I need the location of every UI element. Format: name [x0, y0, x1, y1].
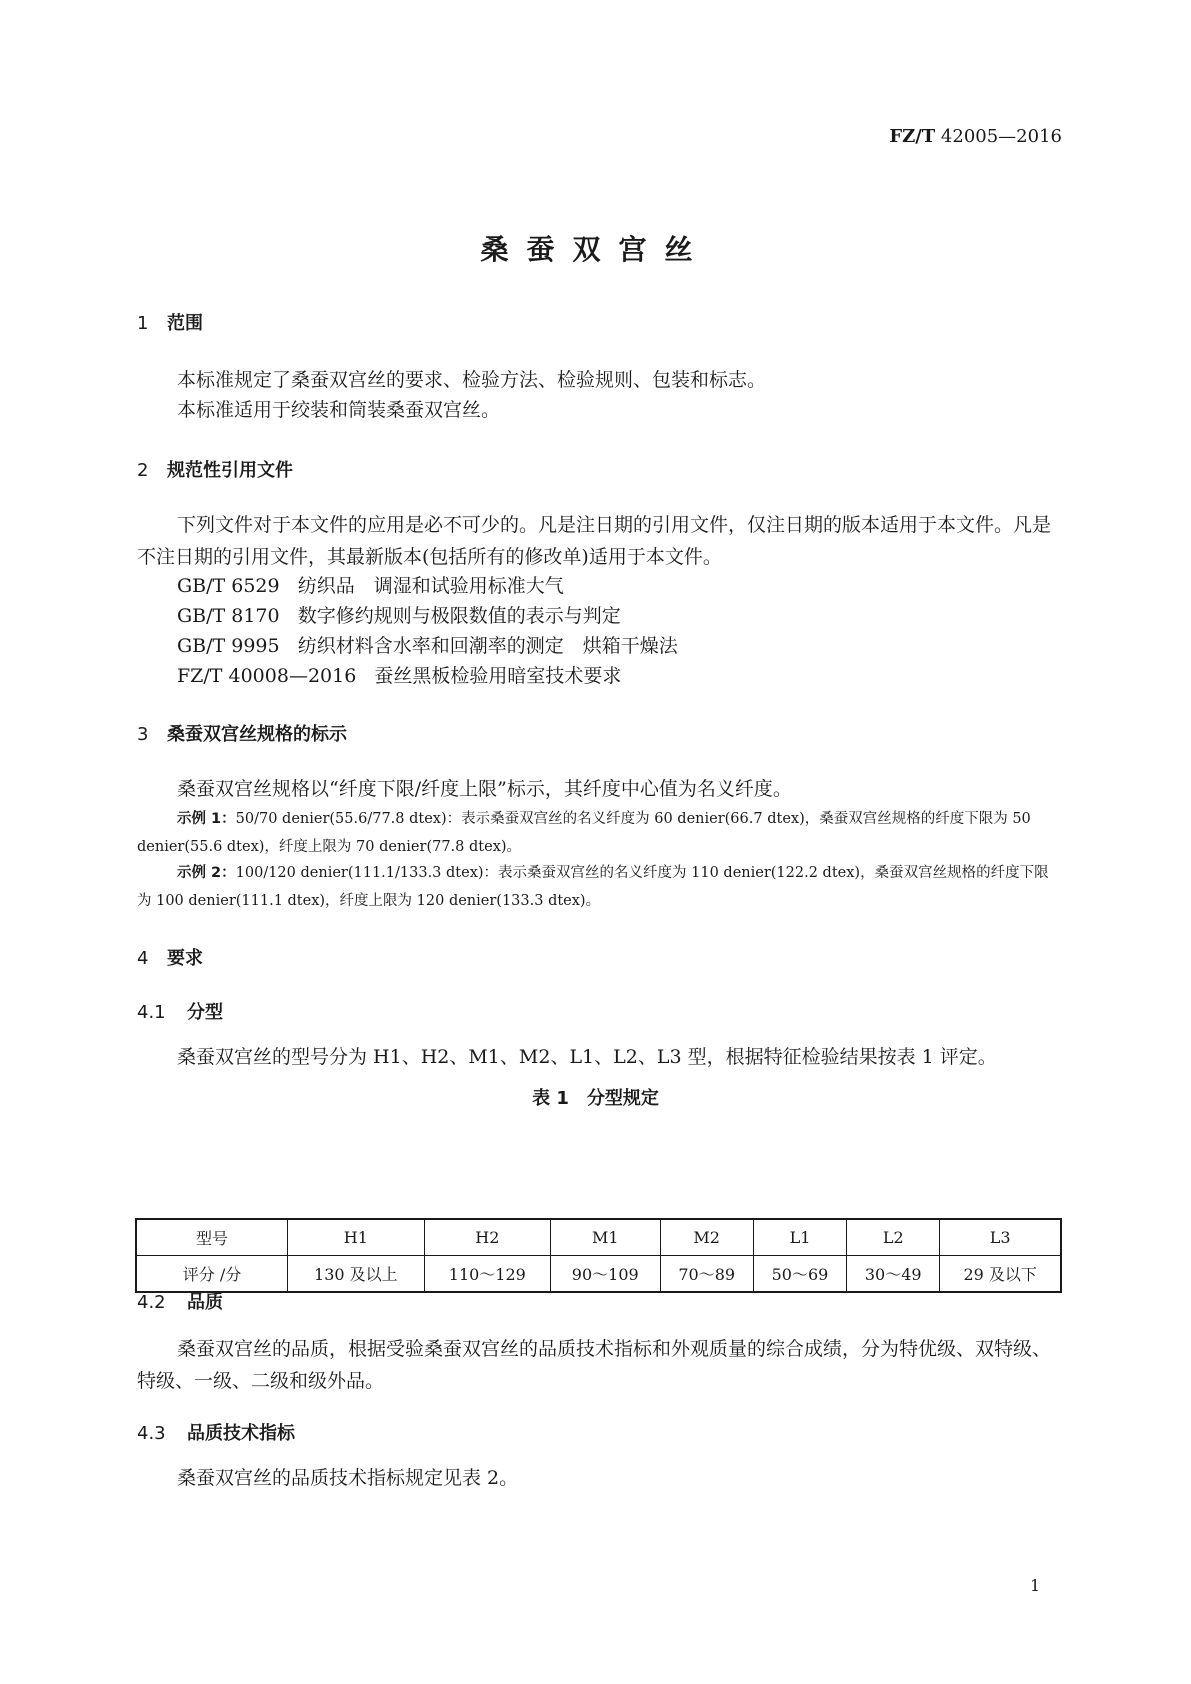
table-cell: 90～109 — [550, 1256, 660, 1293]
section-4-1-para: 桑蚕双宫丝的型号分为 H1、H2、M1、M2、L1、L2、L3 型，根据特征检验结果按表 1 评定。 — [177, 1046, 997, 1068]
table-1-caption: 表 1 分型规定 — [532, 1088, 659, 1109]
section-3-para: 桑蚕双宫丝规格以“纤度下限/纤度上限”标示，其纤度中心值为名义纤度。 — [177, 778, 792, 800]
reference-item: GB/T 8170 数字修约规则与极限数值的表示与判定 — [177, 605, 621, 627]
table-cell: 50～69 — [753, 1256, 846, 1293]
table-cell: 70～89 — [660, 1256, 753, 1293]
section-4-heading: 4 要求 — [137, 948, 203, 969]
table-cell: L3 — [940, 1219, 1061, 1256]
section-4-2-heading: 4.2 品质 — [137, 1292, 223, 1313]
table-cell: 型号 — [136, 1219, 288, 1256]
table-cell: 130 及以上 — [288, 1256, 425, 1293]
section-3-heading: 3 桑蚕双宫丝规格的标示 — [137, 724, 347, 745]
table-cell: 29 及以下 — [940, 1256, 1061, 1293]
section-2-heading: 2 规范性引用文件 — [137, 460, 293, 481]
table-cell: M1 — [550, 1219, 660, 1256]
page-number: 1 — [1030, 1576, 1041, 1595]
table-cell: L1 — [753, 1219, 846, 1256]
table-cell: H2 — [424, 1219, 550, 1256]
table-cell: L2 — [847, 1219, 940, 1256]
reference-item: GB/T 6529 纺织品 调湿和试验用标准大气 — [177, 575, 564, 597]
table-cell: H1 — [288, 1219, 425, 1256]
reference-item: FZ/T 40008—2016 蚕丝黑板检验用暗室技术要求 — [177, 665, 622, 687]
section-2-para: 下列文件对于本文件的应用是必不可少的。凡是注日期的引用文件，仅注日期的版本适用于本文件。凡是不注日期的引用文件，其最新版本(包括所有的修改单)适用于本文件。 — [137, 514, 1052, 568]
section-1-heading: 1 范围 — [137, 313, 203, 334]
table-cell: M2 — [660, 1219, 753, 1256]
example-1: 示例 1：50/70 denier(55.6/77.8 dtex)：表示桑蚕双宫丝的名义纤度为 60 denier(66.7 dtex)，桑蚕双宫丝规格的纤度下限为 50 denier(55.6 dtex)，纤度上限为 70 denier(77.8 dtex)。 — [137, 811, 1031, 855]
page-title: 桑蚕双宫丝 — [480, 233, 711, 266]
section-1-para-1: 本标准规定了桑蚕双宫丝的要求、检验方法、检验规则、包装和标志。 — [177, 369, 767, 391]
example-2: 示例 2：100/120 denier(111.1/133.3 dtex)：表示桑蚕双宫丝的名义纤度为 110 denier(122.2 dtex)，桑蚕双宫丝规格的纤度下限为 100 denier(111.1 dtex)，纤度上限为 120 denier(133.3 dtex)。 — [137, 865, 1049, 909]
section-1-para-2: 本标准适用于绞装和筒装桑蚕双宫丝。 — [177, 399, 501, 421]
table-header-row — [136, 1219, 1061, 1256]
reference-item: GB/T 9995 纺织材料含水率和回潮率的测定 烘箱干燥法 — [177, 635, 678, 657]
table-row — [136, 1256, 1061, 1293]
section-4-1-heading: 4.1 分型 — [137, 1002, 223, 1023]
standard-code: FZ/T 42005—2016 — [889, 126, 1062, 147]
table-cell: 30～49 — [847, 1256, 940, 1293]
section-4-2-para: 桑蚕双宫丝的品质，根据受验桑蚕双宫丝的品质技术指标和外观质量的综合成绩，分为特优级、双特级、特级、一级、二级和级外品。 — [137, 1338, 1052, 1392]
section-4-3-para: 桑蚕双宫丝的品质技术指标规定见表 2。 — [177, 1467, 519, 1489]
classification-table — [135, 1218, 1062, 1293]
section-4-3-heading: 4.3 品质技术指标 — [137, 1423, 295, 1444]
table-cell: 110～129 — [424, 1256, 550, 1293]
table-cell: 评分 /分 — [136, 1256, 288, 1293]
